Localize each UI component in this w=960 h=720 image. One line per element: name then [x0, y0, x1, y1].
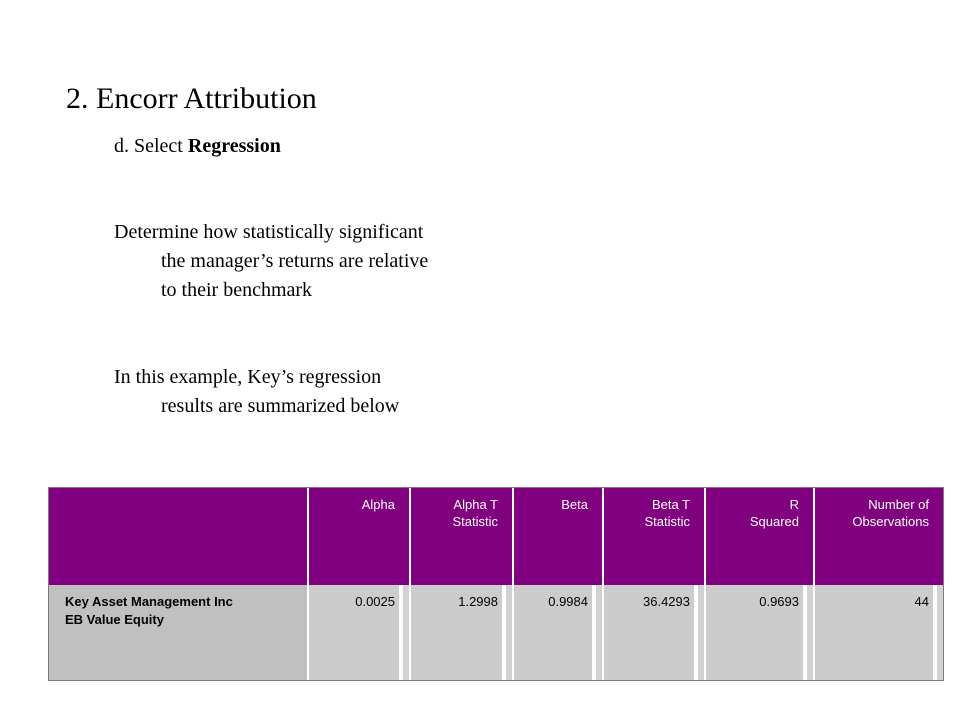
paragraph-line: the manager’s returns are relative	[161, 250, 429, 272]
table-row	[49, 585, 943, 680]
header-beta-t	[602, 488, 704, 585]
step-prefix: d. Select	[114, 135, 188, 157]
header-text: Alpha	[361, 497, 395, 512]
step-instruction	[114, 132, 281, 160]
header-observations	[813, 488, 943, 585]
header-text: Beta	[561, 497, 588, 512]
cell-r-squared: 0.9693	[704, 585, 813, 680]
paragraph-example	[114, 363, 399, 421]
header-alpha-t	[409, 488, 512, 585]
cell-alpha-t: 1.2998	[409, 585, 512, 680]
header-text: Squared	[749, 514, 799, 529]
paragraph-line: to their benchmark	[161, 279, 313, 301]
cell-alpha: 0.0025	[307, 585, 409, 680]
step-bold-term: Regression	[187, 135, 281, 157]
header-text: Beta T	[651, 497, 690, 512]
regression-results	[49, 488, 943, 680]
regression-table	[48, 487, 944, 681]
header-beta	[512, 488, 602, 585]
cell-beta: 0.9984	[512, 585, 602, 680]
header-text: R	[789, 497, 799, 512]
header-text: Statistic	[452, 514, 498, 529]
slide-title: 2. Encorr Attribution	[66, 82, 317, 115]
table-header-row	[49, 488, 943, 585]
row-label	[49, 585, 307, 680]
header-empty	[49, 488, 307, 585]
paragraph-line: Determine how statistically significant	[114, 221, 424, 243]
header-text: Alpha T	[453, 497, 498, 512]
header-text: Number of	[868, 497, 929, 512]
row-label-line: EB Value Equity	[65, 612, 164, 627]
header-r-squared	[704, 488, 813, 585]
cell-observations: 44	[813, 585, 943, 680]
cell-beta-t: 36.4293	[602, 585, 704, 680]
row-label-line: Key Asset Management Inc	[65, 594, 233, 609]
header-alpha	[307, 488, 409, 585]
header-text: Statistic	[644, 514, 690, 529]
paragraph-line: In this example, Key’s regression	[114, 366, 382, 388]
paragraph-line: results are summarized below	[161, 395, 400, 417]
paragraph-significance	[114, 218, 428, 305]
header-text: Observations	[852, 514, 929, 529]
